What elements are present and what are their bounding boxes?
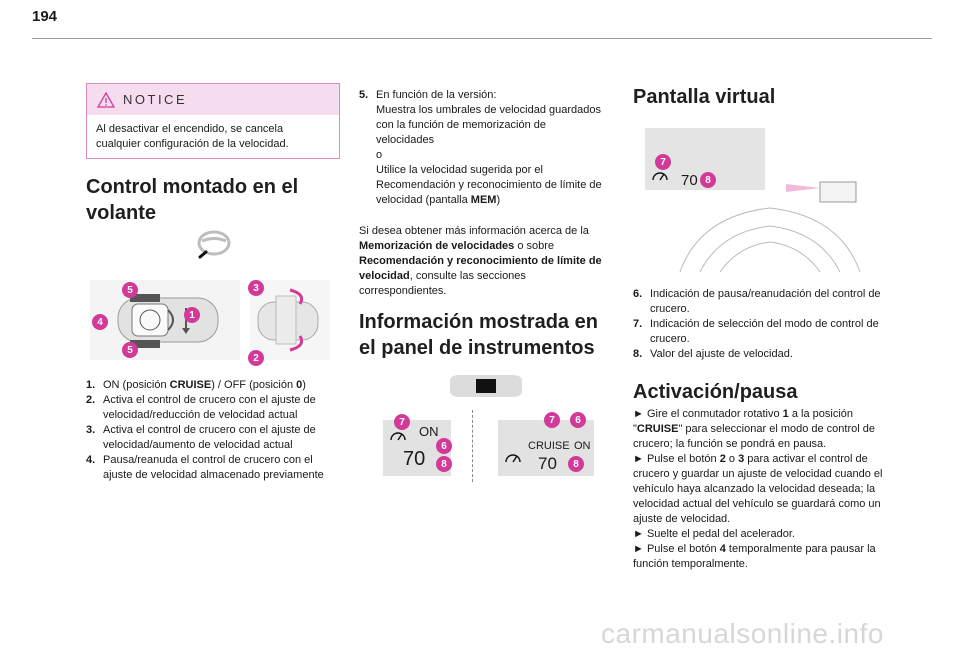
dashboard-hud-illustration: [660, 176, 880, 276]
item-text: Activa el control de crucero con el ajuste de velocidad/reducción de velocidad actual: [103, 394, 316, 421]
steering-wheel-icon: [196, 230, 232, 260]
section-title-info: Información mostrada en el panel de instrumentos: [359, 311, 598, 359]
speedometer-icon: [504, 450, 522, 466]
item-text: ON (posición CRUISE) / OFF (posición 0): [103, 379, 306, 391]
callout-3: 3: [248, 280, 264, 296]
display-on-text: ON: [419, 424, 439, 439]
item-text: Indicación de selección del modo de control de crucero.: [650, 318, 879, 345]
callout-5-top: 5: [122, 282, 138, 298]
watermark: carmanualsonline.info: [601, 618, 884, 649]
notice-label: NOTICE: [123, 92, 188, 107]
legend-list: [633, 287, 883, 362]
section-title-control: Control montado en el volante: [86, 176, 299, 224]
display-cruise-text: CRUISE: [528, 440, 570, 452]
display-on-text: ON: [574, 440, 591, 452]
instrument-cluster-icon: [446, 371, 526, 401]
list-item: [86, 423, 341, 453]
item-text: Valor del ajuste de velocidad.: [650, 348, 793, 360]
callout-7: 7: [394, 414, 410, 430]
callout-7: 7: [544, 412, 560, 428]
display-divider: [472, 410, 474, 482]
notice-header: [87, 84, 339, 115]
item-number: 5.: [359, 89, 369, 101]
callout-1: 1: [184, 307, 200, 323]
page-number: 194: [32, 8, 58, 25]
hud-speed: 70: [681, 172, 698, 189]
notice-box: [86, 83, 340, 159]
info-paragraph: Si desea obtener más información acerca de la Memorización de velocidades o sobre Recomendación y reconocimiento de límite de velocidad, consulte las secciones correspondientes.: [359, 225, 602, 297]
control-list: [86, 378, 341, 483]
callout-6: 6: [436, 438, 452, 454]
callout-8: 8: [568, 456, 584, 472]
list-item: [86, 378, 341, 393]
item-number: 8.: [633, 348, 643, 360]
item5-list: [359, 88, 604, 208]
list-item: [86, 393, 341, 423]
callout-6: 6: [570, 412, 586, 428]
section-title-virtual: Pantalla virtual: [633, 86, 776, 108]
callout-2: 2: [248, 350, 264, 366]
display-speed: 70: [538, 454, 557, 473]
callout-8: 8: [700, 172, 716, 188]
list-item: [86, 453, 341, 483]
item-text: En función de la versión: Muestra los umbrales de velocidad guardados con la función de memorización de velocidades o Utilice la velocidad sugerida por el Recomendación y reconocimiento de límite de velocidad (pantalla MEM): [376, 89, 602, 206]
item-text: Pausa/reanuda el control de crucero con el ajuste de velocidad almacenado previamente: [103, 454, 324, 481]
warning-icon: [97, 92, 115, 108]
callout-8: 8: [436, 456, 452, 472]
item-number: 1.: [86, 379, 96, 391]
item-text: Indicación de pausa/reanudación del control de crucero.: [650, 288, 881, 315]
item-number: 2.: [86, 394, 96, 406]
cruise-lever-illustration: [90, 280, 240, 360]
callout-4: 4: [92, 314, 108, 330]
display-speed: 70: [403, 448, 426, 470]
item-text: Activa el control de crucero con el ajuste de velocidad/aumento de velocidad actual: [103, 424, 316, 451]
header-divider: [32, 38, 932, 39]
item-number: 3.: [86, 424, 96, 436]
activation-text: ► Gire el conmutador rotativo 1 a la posición "CRUISE" para seleccionar el modo de control de crucero; la función se pondrá en pausa. ► Pulse el botón 2 o 3 para activar el control de crucero y guardar un ajuste de velocidad cuando el vehículo haya alcanzado la velocidad deseada; la velocidad actual del vehículo se guardará como un ajuste de velocidad. ► Suelte el pedal del acelerador. ► Pulse el botón 4 temporalmente para pausar la función temporalmente.: [633, 408, 883, 570]
item-number: 4.: [86, 454, 96, 466]
list-item: [633, 347, 883, 362]
list-item: [359, 88, 604, 208]
callout-5-bottom: 5: [122, 342, 138, 358]
speedometer-icon: [389, 428, 407, 444]
notice-text: Al desactivar el encendido, se cancela cualquier configuración de la velocidad.: [96, 123, 289, 150]
list-item: [633, 287, 883, 317]
item-number: 6.: [633, 288, 643, 300]
item-number: 7.: [633, 318, 643, 330]
callout-7: 7: [655, 154, 671, 170]
list-item: [633, 317, 883, 347]
section-title-activation: Activación/pausa: [633, 381, 798, 403]
